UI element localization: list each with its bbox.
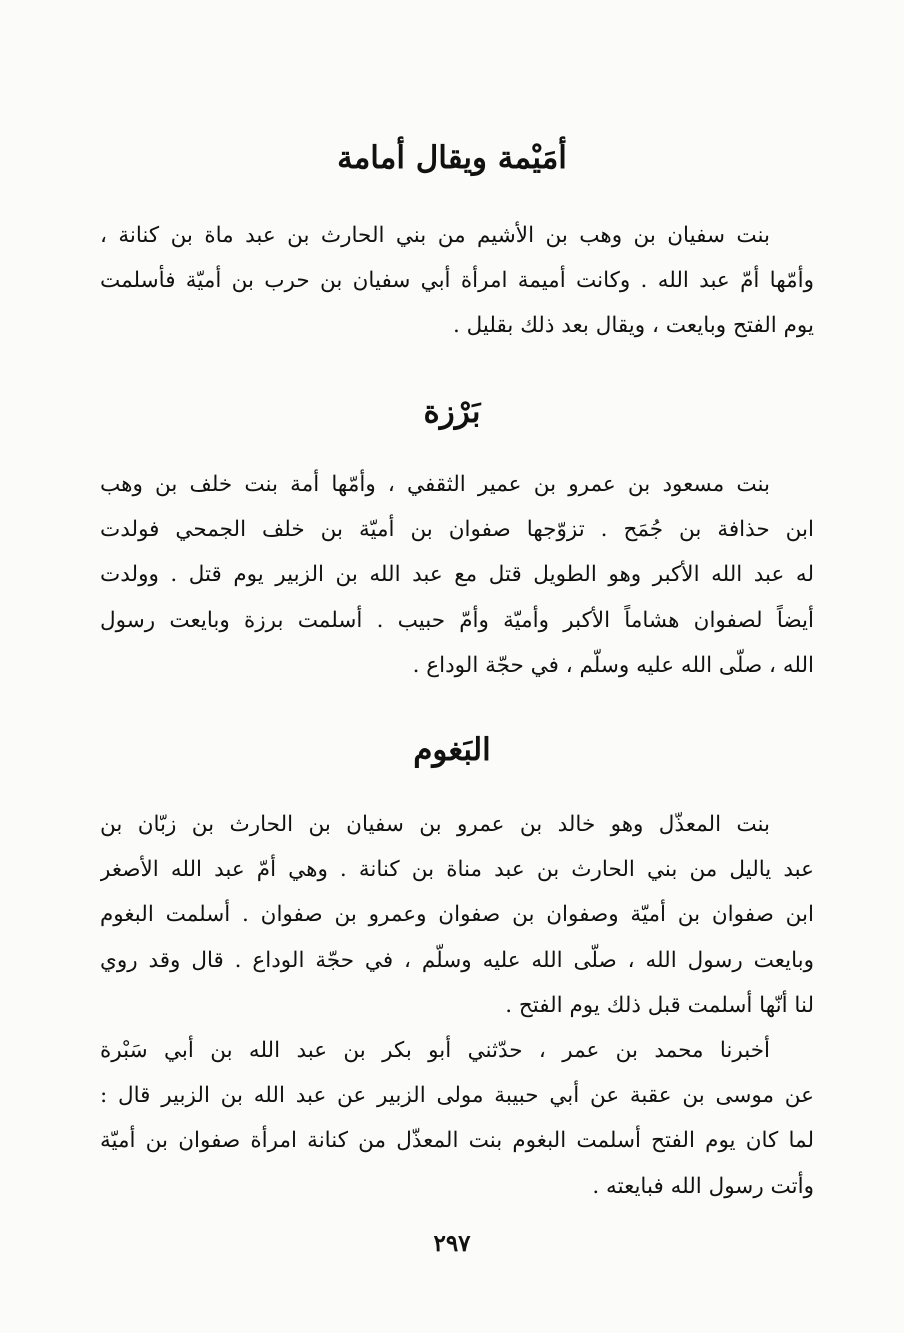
text-line: أيضاً لصفوان هشاماً الأكبر وأميّة وأمّ حبيب . أسلمت برزة وبايعت رسول (100, 607, 814, 633)
text-line: لما كان يوم الفتح أسلمت البغوم بنت المعذّل من كنانة امرأة صفوان بن أميّة (100, 1128, 814, 1154)
text-line: أخبرنا محمد بن عمر ، حدّثني أبو بكر بن عبد الله بن أبي سَبْرة (100, 1038, 770, 1063)
paragraph-narration (100, 1028, 814, 1209)
paragraph-baghum (100, 802, 814, 1028)
text-line: عن موسى بن عقبة عن أبي حبيبة مولى الزبير عن عبد الله بن الزبير قال : (100, 1083, 814, 1109)
page-number: ٢٩٧ (433, 1230, 471, 1257)
text-line: وأمّها أمّ عبد الله . وكانت أميمة امرأة أبي سفيان بن حرب بن أميّة فأسلمت (100, 268, 814, 294)
text-line: ابن حذافة بن جُمَح . تزوّجها صفوان بن أميّة بن خلف الجمحي فولدت (100, 517, 814, 543)
text-line: له عبد الله الأكبر وهو الطويل قتل مع عبد الله بن الزبير يوم قتل . وولدت (100, 562, 814, 588)
text-line: بنت سفيان بن وهب بن الأشيم من بني الحارث بن عبد ماة بن كنانة ، (100, 223, 770, 248)
text-line: وبايعت رسول الله ، صلّى الله عليه وسلّم ، في حجّة الوداع . قال وقد روي (100, 947, 814, 973)
paragraph-barza (100, 462, 814, 688)
text-line: الله ، صلّى الله عليه وسلّم ، في حجّة الوداع . (412, 652, 814, 678)
text-line: لنا أنّها أسلمت قبل ذلك يوم الفتح . (505, 992, 814, 1018)
text-line: يوم الفتح وبايعت ، ويقال بعد ذلك بقليل . (452, 313, 814, 339)
text-line: بنت مسعود بن عمرو بن عمير الثقفي ، وأمّها أمة بنت خلف بن وهب (100, 472, 770, 497)
text-line: وأتت رسول الله فبايعته . (592, 1173, 814, 1199)
text-line: ابن صفوان بن أميّة وصفوان بن صفوان وعمرو بن صفوان . أسلمت البغوم (100, 902, 814, 928)
paragraph-umaima (100, 213, 814, 349)
section-title-baghum: البَغوم (413, 732, 491, 768)
section-title-barza: بَرْزة (423, 394, 481, 430)
section-title-umaima: أمَيْمة ويقال أمامة (337, 140, 567, 176)
text-line: بنت المعذّل وهو خالد بن عمرو بن سفيان بن الحارث بن زبّان بن (100, 812, 770, 837)
text-line: عبد ياليل من بني الحارث بن عبد مناة بن كنانة . وهي أمّ عبد الله الأصغر (100, 857, 814, 883)
